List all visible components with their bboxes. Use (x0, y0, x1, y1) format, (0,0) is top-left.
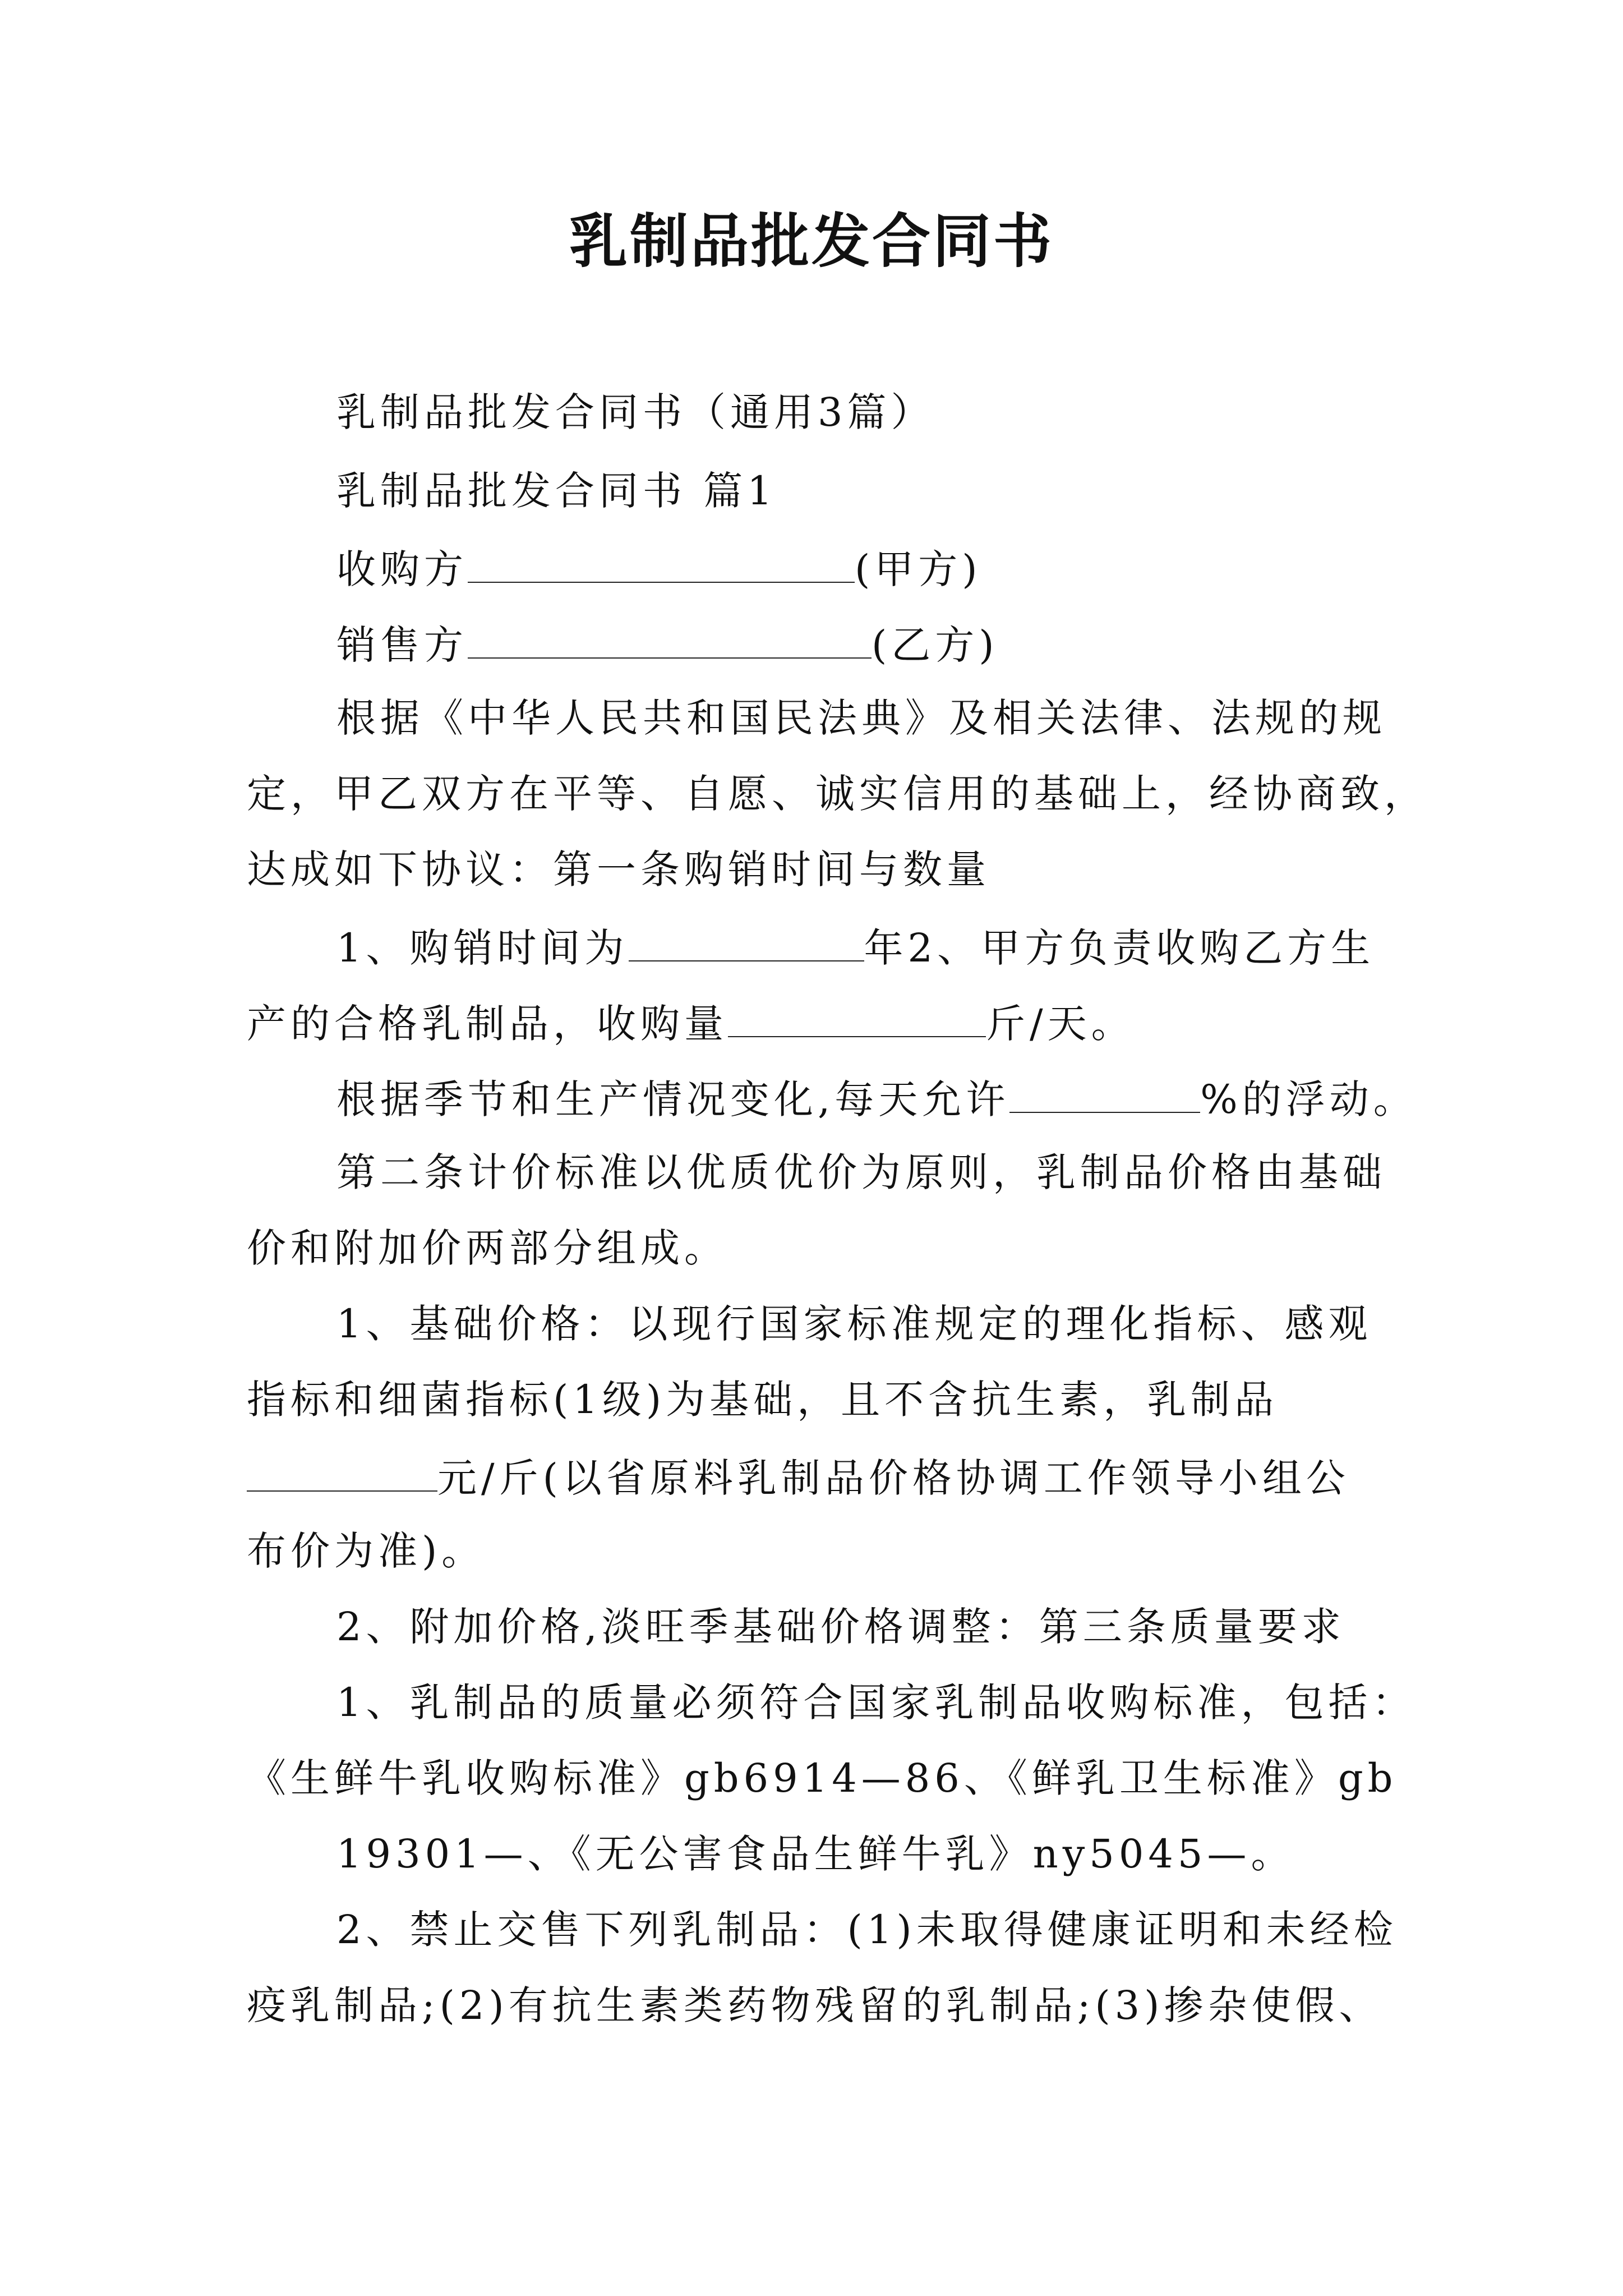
paragraph-line: 1、乳制品的质量必须符合国家乳制品收购标准，包括： (336, 1680, 1416, 1726)
paragraph-line: 《生鲜牛乳收购标准》gb6914—86、《鲜乳卫生标准》gb (247, 1755, 1398, 1801)
purchase-quantity-line (247, 996, 1135, 1049)
paragraph-line: 定，甲乙双方在平等、自愿、诚实信用的基础上，经协商致， (247, 771, 1428, 817)
subtitle-line: 乳制品批发合同书（通用3篇） (336, 389, 935, 435)
price-blank (247, 1450, 437, 1492)
seller-label: 销售方 (336, 622, 468, 668)
text-span: 斤/天。 (986, 1001, 1135, 1047)
party-b-label: (乙方) (872, 622, 999, 668)
document-title: 乳制品批发合同书 (569, 206, 1054, 275)
purchase-time-blank (629, 920, 864, 961)
text-span: %的浮动。 (1200, 1076, 1417, 1122)
paragraph-line: 19301—、《无公害食品生鲜牛乳》ny5045—。 (336, 1831, 1295, 1877)
purchase-time-line (336, 920, 1375, 973)
seller-line (336, 617, 999, 670)
buyer-line (336, 541, 982, 595)
quantity-blank (728, 996, 986, 1037)
party-a-label: (甲方) (855, 546, 982, 592)
price-line (247, 1450, 1350, 1503)
fluctuation-blank (1009, 1071, 1200, 1113)
paragraph-line: 达成如下协议：第一条购销时间与数量 (247, 846, 990, 892)
paragraph-line: 2、禁止交售下列乳制品：(1)未取得健康证明和未经检 (336, 1907, 1398, 1953)
buyer-label: 收购方 (336, 546, 468, 592)
text-span: 1、购销时间为 (336, 925, 629, 971)
text-span: 产的合格乳制品，收购量 (247, 1001, 728, 1047)
paragraph-line: 2、附加价格,淡旺季基础价格调整：第三条质量要求 (336, 1604, 1345, 1650)
paragraph-line: 根据《中华人民共和国民法典》及相关法律、法规的规 (336, 695, 1386, 741)
paragraph-line: 价和附加价两部分组成。 (247, 1225, 728, 1271)
text-span: 元/斤(以省原料乳制品价格协调工作领导小组公 (437, 1455, 1350, 1501)
paragraph-line: 布价为准)。 (247, 1528, 486, 1574)
text-span: 年2、甲方负责收购乙方生 (864, 925, 1375, 971)
paragraph-line: 疫乳制品;(2)有抗生素类药物残留的乳制品;(3)掺杂使假、 (247, 1982, 1383, 2028)
fluctuation-line (336, 1071, 1417, 1125)
text-span: 根据季节和生产情况变化,每天允许 (336, 1076, 1010, 1122)
paragraph-line: 第二条计价标准以优质优价为原则，乳制品价格由基础 (336, 1149, 1386, 1195)
buyer-blank (468, 541, 855, 583)
paragraph-line: 1、基础价格：以现行国家标准规定的理化指标、感观 (336, 1301, 1372, 1347)
section-heading: 乳制品批发合同书 篇1 (336, 468, 777, 514)
paragraph-line: 指标和细菌指标(1级)为基础，且不含抗生素，乳制品 (247, 1377, 1279, 1423)
seller-blank (468, 617, 872, 659)
